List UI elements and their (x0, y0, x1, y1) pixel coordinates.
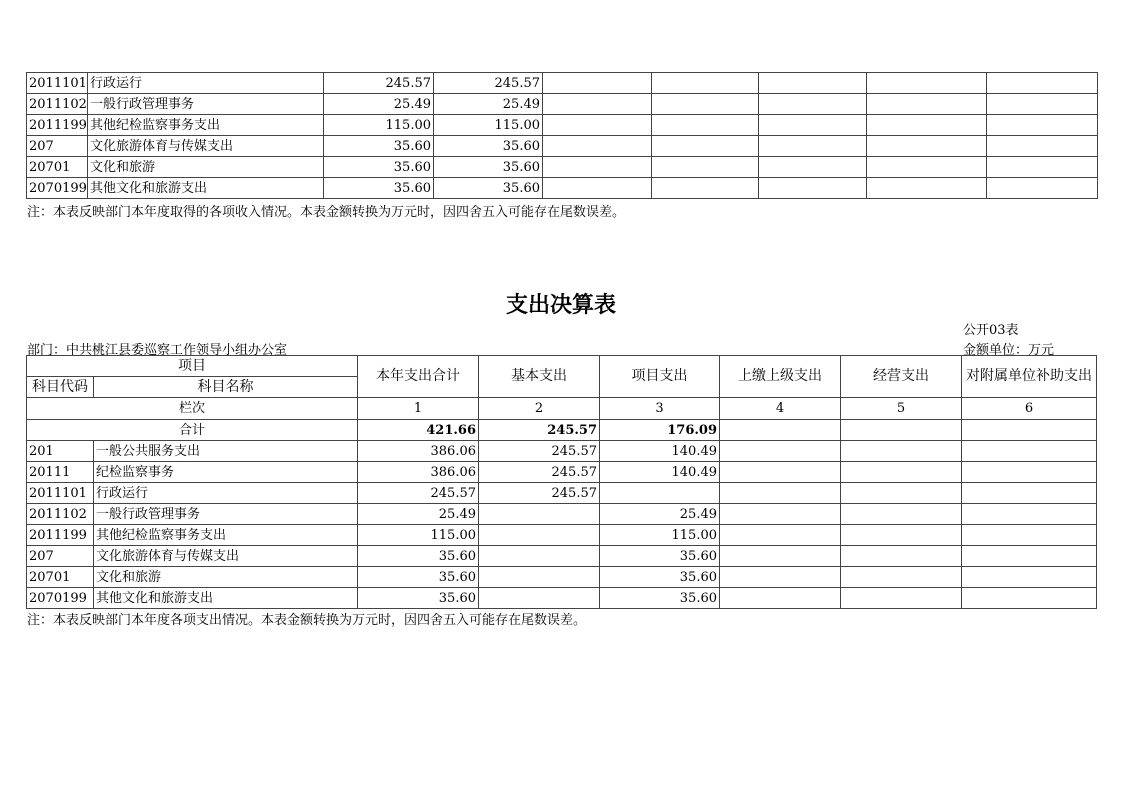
table-row (27, 525, 1097, 546)
sum-label: 合计 (27, 420, 358, 441)
header-upper: 上缴上级支出 (720, 356, 841, 398)
empty-cell (652, 178, 759, 199)
empty-cell (543, 136, 652, 157)
table-row (27, 441, 1097, 462)
empty-cell (841, 546, 962, 567)
column-number-row (27, 398, 1097, 420)
table-note: 注：本表反映部门本年度各项支出情况。本表金额转换为万元时，因四舍五入可能存在尾数误差。 (27, 613, 587, 628)
header-basic: 基本支出 (479, 356, 600, 398)
empty-cell (759, 115, 867, 136)
empty-cell (987, 136, 1098, 157)
subject-code: 20701 (27, 157, 88, 178)
basic-cell (479, 504, 600, 525)
empty-cell (841, 504, 962, 525)
empty-cell (987, 73, 1098, 94)
empty-cell (962, 420, 1097, 441)
basic-cell: 245.57 (479, 441, 600, 462)
empty-cell (962, 483, 1097, 504)
project-cell: 35.60 (600, 567, 720, 588)
empty-cell (720, 504, 841, 525)
empty-cell (652, 157, 759, 178)
subject-code: 207 (27, 546, 94, 567)
expenditure-table (26, 355, 1097, 609)
department-label: 部门：中共桃江县委巡察工作领导小组办公室 (27, 343, 288, 358)
empty-cell (652, 94, 759, 115)
subject-code: 2011101 (27, 483, 94, 504)
basic-cell: 245.57 (479, 483, 600, 504)
empty-cell (543, 157, 652, 178)
total-cell: 35.60 (358, 588, 479, 609)
amount-cell: 245.57 (434, 73, 543, 94)
empty-cell (720, 546, 841, 567)
header-total: 本年支出合计 (358, 356, 479, 398)
subject-code: 20111 (27, 462, 94, 483)
empty-cell (543, 94, 652, 115)
empty-cell (759, 178, 867, 199)
subject-code: 2011102 (27, 94, 88, 115)
table-note: 注：本表反映部门本年度取得的各项收入情况。本表金额转换为万元时，因四舍五入可能存在尾数误差。 (27, 205, 626, 220)
subject-code: 2011199 (27, 115, 88, 136)
empty-cell (962, 588, 1097, 609)
project-cell: 140.49 (600, 462, 720, 483)
empty-cell (962, 567, 1097, 588)
subject-name: 一般公共服务支出 (94, 441, 358, 462)
empty-cell (543, 115, 652, 136)
table-row (27, 504, 1097, 525)
sum-total: 421.66 (358, 420, 479, 441)
project-cell: 25.49 (600, 504, 720, 525)
column-number: 2 (479, 398, 600, 420)
table-row (27, 483, 1097, 504)
empty-cell (841, 525, 962, 546)
column-number: 1 (358, 398, 479, 420)
header-subject-name: 科目名称 (94, 377, 358, 398)
empty-cell (759, 94, 867, 115)
empty-cell (720, 525, 841, 546)
total-cell: 35.60 (358, 567, 479, 588)
basic-cell (479, 525, 600, 546)
subject-name: 其他文化和旅游支出 (94, 588, 358, 609)
amount-cell: 35.60 (434, 136, 543, 157)
empty-cell (652, 115, 759, 136)
amount-cell: 35.60 (324, 157, 434, 178)
basic-cell: 245.57 (479, 462, 600, 483)
amount-cell: 115.00 (324, 115, 434, 136)
empty-cell (962, 441, 1097, 462)
amount-cell: 35.60 (434, 157, 543, 178)
header-row (27, 356, 1097, 377)
subject-name: 其他纪检监察事务支出 (88, 115, 324, 136)
project-cell: 35.60 (600, 588, 720, 609)
basic-cell (479, 588, 600, 609)
empty-cell (987, 94, 1098, 115)
empty-cell (720, 483, 841, 504)
subject-code: 20701 (27, 567, 94, 588)
empty-cell (543, 178, 652, 199)
form-code: 公开03表 (963, 323, 1019, 338)
subject-name: 文化和旅游 (88, 157, 324, 178)
amount-cell: 245.57 (324, 73, 434, 94)
sum-project: 176.09 (600, 420, 720, 441)
amount-cell: 25.49 (324, 94, 434, 115)
column-number: 5 (841, 398, 962, 420)
empty-cell (720, 462, 841, 483)
amount-cell: 35.60 (324, 178, 434, 199)
subject-name: 其他文化和旅游支出 (88, 178, 324, 199)
table-row (27, 178, 1098, 199)
total-cell: 386.06 (358, 462, 479, 483)
total-cell: 245.57 (358, 483, 479, 504)
subject-code: 2011102 (27, 504, 94, 525)
subject-name: 文化和旅游 (94, 567, 358, 588)
amount-cell: 35.60 (434, 178, 543, 199)
table-row (27, 567, 1097, 588)
total-cell: 35.60 (358, 546, 479, 567)
empty-cell (720, 588, 841, 609)
project-cell: 140.49 (600, 441, 720, 462)
subject-code: 201 (27, 441, 94, 462)
amount-cell: 115.00 (434, 115, 543, 136)
empty-cell (987, 178, 1098, 199)
income-table-continuation (26, 72, 1098, 199)
table-row (27, 588, 1097, 609)
table-row (27, 94, 1098, 115)
empty-cell (962, 546, 1097, 567)
empty-cell (867, 136, 987, 157)
empty-cell (987, 115, 1098, 136)
empty-cell (543, 73, 652, 94)
empty-cell (841, 483, 962, 504)
table-row (27, 157, 1098, 178)
column-number: 4 (720, 398, 841, 420)
amount-cell: 25.49 (434, 94, 543, 115)
empty-cell (652, 136, 759, 157)
subject-name: 行政运行 (88, 73, 324, 94)
empty-cell (867, 178, 987, 199)
empty-cell (867, 115, 987, 136)
column-number-label: 栏次 (27, 398, 358, 420)
empty-cell (841, 588, 962, 609)
empty-cell (841, 420, 962, 441)
amount-unit: 金额单位：万元 (963, 343, 1055, 358)
sum-basic: 245.57 (479, 420, 600, 441)
subject-code: 2070199 (27, 588, 94, 609)
empty-cell (720, 441, 841, 462)
header-business: 经营支出 (841, 356, 962, 398)
subject-name: 一般行政管理事务 (94, 504, 358, 525)
empty-cell (841, 567, 962, 588)
header-item: 项目 (27, 356, 358, 377)
basic-cell (479, 546, 600, 567)
empty-cell (962, 525, 1097, 546)
subject-code: 2070199 (27, 178, 88, 199)
empty-cell (652, 73, 759, 94)
sum-row (27, 420, 1097, 441)
header-project: 项目支出 (600, 356, 720, 398)
column-number: 6 (962, 398, 1097, 420)
empty-cell (841, 441, 962, 462)
table-row (27, 462, 1097, 483)
header-subject-code: 科目代码 (27, 377, 94, 398)
total-cell: 25.49 (358, 504, 479, 525)
total-cell: 115.00 (358, 525, 479, 546)
empty-cell (962, 504, 1097, 525)
project-cell: 115.00 (600, 525, 720, 546)
empty-cell (867, 73, 987, 94)
amount-cell: 35.60 (324, 136, 434, 157)
empty-cell (759, 157, 867, 178)
empty-cell (841, 462, 962, 483)
table-row (27, 136, 1098, 157)
empty-cell (720, 567, 841, 588)
project-cell (600, 483, 720, 504)
empty-cell (867, 157, 987, 178)
subject-name: 行政运行 (94, 483, 358, 504)
subject-name: 文化旅游体育与传媒支出 (88, 136, 324, 157)
total-cell: 386.06 (358, 441, 479, 462)
column-number: 3 (600, 398, 720, 420)
table-row (27, 115, 1098, 136)
table-row (27, 73, 1098, 94)
empty-cell (759, 73, 867, 94)
header-subsidy: 对附属单位补助支出 (962, 356, 1097, 398)
empty-cell (962, 462, 1097, 483)
subject-name: 纪检监察事务 (94, 462, 358, 483)
empty-cell (720, 420, 841, 441)
subject-name: 文化旅游体育与传媒支出 (94, 546, 358, 567)
page-title: 支出决算表 (505, 293, 616, 318)
subject-code: 2011199 (27, 525, 94, 546)
subject-name: 其他纪检监察事务支出 (94, 525, 358, 546)
subject-code: 207 (27, 136, 88, 157)
empty-cell (759, 136, 867, 157)
project-cell: 35.60 (600, 546, 720, 567)
basic-cell (479, 567, 600, 588)
subject-name: 一般行政管理事务 (88, 94, 324, 115)
empty-cell (987, 157, 1098, 178)
table-row (27, 546, 1097, 567)
empty-cell (867, 94, 987, 115)
subject-code: 2011101 (27, 73, 88, 94)
